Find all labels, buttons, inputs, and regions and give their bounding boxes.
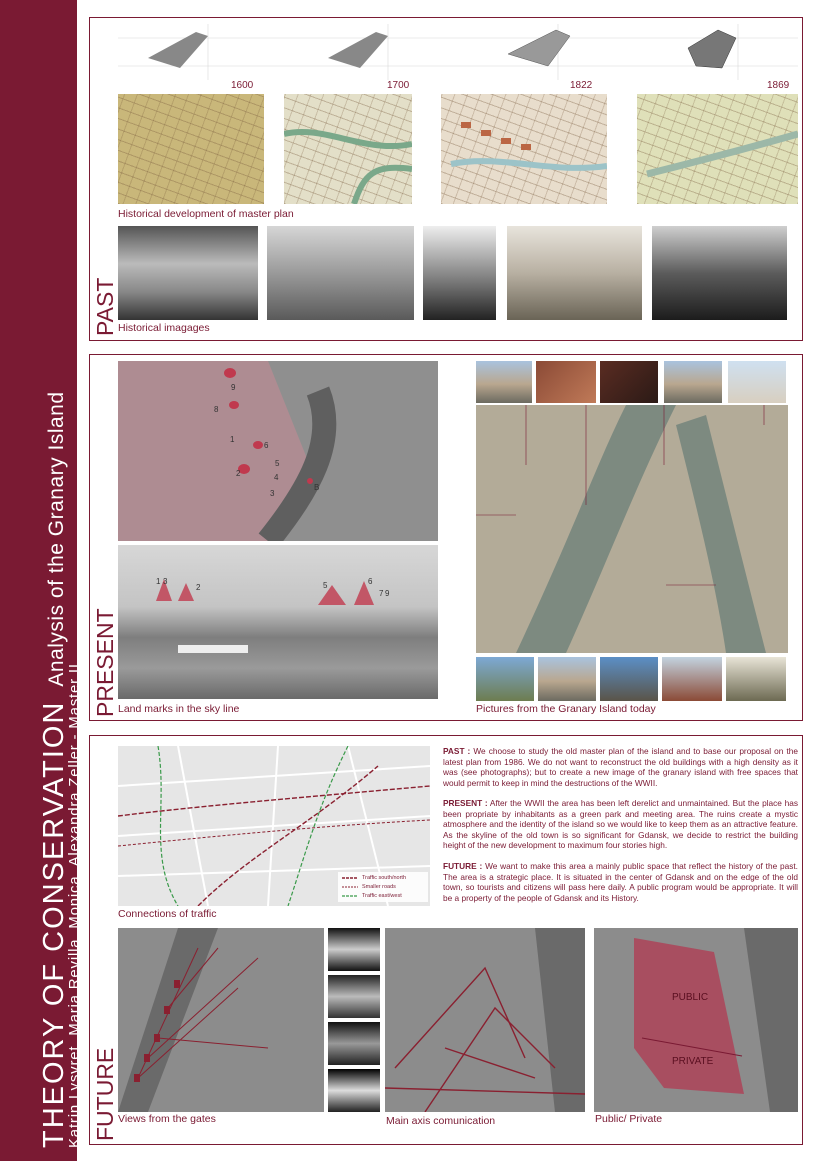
caption-axis: Main axis comunication <box>386 1115 496 1127</box>
map-1869 <box>637 94 798 204</box>
text-future-body: We want to make this area a mainly public space that reflect the history of the past. The area is a strategic place. It is situated in the center of Gdansk and on the edge of the old town, so tourists and citizens will pass here daily. A public program would be appropriate. It will be a property of the people of Gdansk and its History. <box>443 861 798 903</box>
present-panel <box>89 354 803 721</box>
map-number: 3 <box>270 489 275 498</box>
present-photo-10 <box>726 657 786 701</box>
poster-authors: Katrin Lysvret, Maria Revilla, Monica, Alexandra Zeller - Master II <box>66 663 83 1148</box>
massing-1700 <box>328 32 388 68</box>
skyline-number: 1 <box>156 577 161 586</box>
caption-master-plan: Historical development of master plan <box>118 208 294 220</box>
gate-photo-4 <box>328 1069 380 1112</box>
caption-traffic: Connections of traffic <box>118 908 217 920</box>
present-photo-9 <box>662 657 722 701</box>
future-label: FUTURE <box>92 1047 118 1141</box>
text-future <box>443 861 798 903</box>
present-photo-3 <box>600 361 658 403</box>
skyline-number: 3 <box>163 577 168 586</box>
text-past-head: PAST : <box>443 746 471 756</box>
massing-1869 <box>688 30 736 68</box>
year-1700: 1700 <box>387 80 410 91</box>
text-past <box>443 746 798 788</box>
year-1822: 1822 <box>570 80 593 91</box>
caption-present-pictures: Pictures from the Granary Island today <box>476 703 656 715</box>
skyline-number: 7 <box>379 589 384 598</box>
historical-photo-1 <box>118 226 258 320</box>
axis-map <box>385 928 585 1112</box>
text-past-body: We choose to study the old master plan of the island and to base our proposal on the latest plan from 1986. We do not want to reconstruct the old buildings with a high density as it was (see photographs); but to create a new image of the granary island with free spaces that would permit to keep in mind the destructions of the WWII. <box>443 746 798 788</box>
gates-map <box>118 928 324 1112</box>
year-1869: 1869 <box>767 80 790 91</box>
present-label: PRESENT <box>92 608 118 717</box>
sidebar <box>0 0 83 1161</box>
gate-photo-2 <box>328 975 380 1018</box>
legend-south-north: Traffic south/north <box>362 875 407 881</box>
year-1600: 1600 <box>231 80 254 91</box>
present-photo-7 <box>538 657 596 701</box>
skyline-number: 9 <box>385 589 390 598</box>
text-present-body: After the WWII the area has been left derelict and unmaintained. But the place has been propriate by inhabitants as a green park and meeting area. The ruins create a mystic atmosphere and the identity of the island so we would like to keep them as an attractive feature. As the skyline of the old town is so significant for Gdansk, we decide to restrict the building height of the new development to maximum four stories high. <box>443 798 798 851</box>
legend-east-west: Traffic east/west <box>362 893 402 899</box>
present-photo-5 <box>728 361 786 403</box>
gate-photo-3 <box>328 1022 380 1065</box>
poster-subtitle: Analysis of the Granary Island <box>45 391 68 687</box>
public-label: PUBLIC <box>672 992 709 1003</box>
map-1600 <box>118 94 264 204</box>
present-photo-6 <box>476 657 534 701</box>
massing-diagrams <box>118 24 798 80</box>
skyline-number: 2 <box>196 583 201 592</box>
island-aerial <box>476 405 788 653</box>
text-future-head: FUTURE : <box>443 861 483 871</box>
historical-photo-4 <box>507 226 642 320</box>
caption-historical-images: Historical imagages <box>118 322 210 334</box>
historical-photo-2 <box>267 226 414 320</box>
map-number: 9 <box>231 383 236 392</box>
present-photo-8 <box>600 657 658 701</box>
map-1700 <box>284 94 412 204</box>
text-present-head: PRESENT : <box>443 798 488 808</box>
skyline-photo <box>118 545 438 699</box>
caption-gates: Views from the gates <box>118 1113 216 1125</box>
caption-public-private: Public/ Private <box>595 1113 663 1125</box>
present-photo-1 <box>476 361 532 403</box>
map-number: B <box>314 483 320 492</box>
text-present <box>443 798 798 851</box>
traffic-map <box>118 746 430 906</box>
present-photo-4 <box>664 361 722 403</box>
present-photo-2 <box>536 361 596 403</box>
poster-title: THEORY OF CONSERVATION <box>38 700 70 1148</box>
map-number: 8 <box>214 405 219 414</box>
skyline-number: 5 <box>323 581 328 590</box>
map-number: 5 <box>275 459 280 468</box>
map-number: 1 <box>230 435 235 444</box>
gate-photo-1 <box>328 928 380 971</box>
caption-landmarks: Land marks in the sky line <box>118 703 240 715</box>
future-panel <box>89 735 803 1145</box>
landmark-map <box>118 361 438 541</box>
historical-photo-3 <box>423 226 496 320</box>
map-1822 <box>441 94 607 204</box>
map-number: 2 <box>236 469 241 478</box>
public-private-map <box>594 928 798 1112</box>
massing-1822 <box>508 30 570 66</box>
past-panel <box>89 17 803 341</box>
map-number: 6 <box>264 441 269 450</box>
map-number: 4 <box>274 473 279 482</box>
legend-smaller-roads: Smaller roads <box>362 884 396 890</box>
skyline-number: 6 <box>368 577 373 586</box>
historical-photo-5 <box>652 226 787 320</box>
private-label: PRIVATE <box>672 1056 714 1067</box>
massing-1600 <box>148 32 208 68</box>
past-label: PAST <box>92 277 118 336</box>
